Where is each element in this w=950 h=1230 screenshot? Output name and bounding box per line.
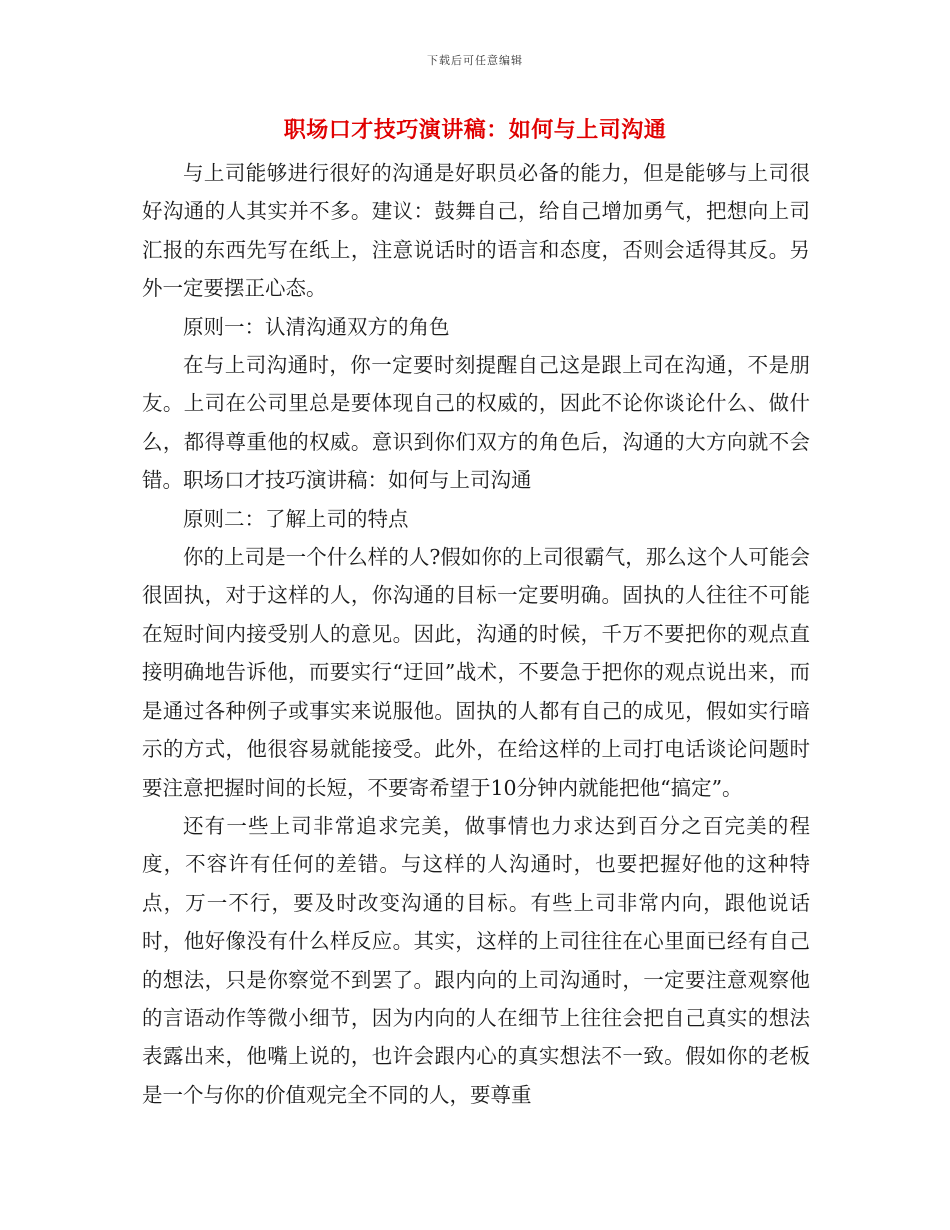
paragraph-principle-one: 在与上司沟通时，你一定要时刻提醒自己这是跟上司在沟通，不是朋友。上司在公司里总是要体现自己的权威的，因此不论你谈论什么、做什么，都得尊重他的权威。意识到你们双方的角色后，沟通的大方向就不会错。职场口才技巧演讲稿：如何与上司沟通 <box>142 353 810 493</box>
paragraph-intro: 与上司能够进行很好的沟通是好职员必备的能力，但是能够与上司很好沟通的人其实并不多。建议：鼓舞自己，给自己增加勇气，把想向上司汇报的东西先写在纸上，注意说话时的语言和态度，否则会适得其反。另外一定要摆正心态。 <box>142 161 810 301</box>
paragraph-perfectionist-boss: 还有一些上司非常追求完美，做事情也力求达到百分之百完美的程度，不容许有任何的差错。与这样的人沟通时，也要把握好他的这种特点，万一不行，要及时改变沟通的目标。有些上司非常内向，跟他说话时，他好像没有什么样反应。其实，这样的上司往往在心里面已经有自己的想法，只是你察觉不到罢了。跟内向的上司沟通时，一定要注意观察他的言语动作等微小细节，因为内向的人在细节上往往会把自己真实的想法表露出来，他嘴上说的，也许会跟内心的真实想法不一致。假如你的老板是一个与你的价值观完全不同的人，要尊重 <box>142 813 810 1107</box>
paragraph-principle-two: 你的上司是一个什么样的人?假如你的上司很霸气，那么这个人可能会很固执，对于这样的人，你沟通的目标一定要明确。固执的人往往不可能在短时间内接受别人的意见。因此，沟通的时候，千万不要把你的观点直接明确地告诉他，而要实行“迂回”战术，不要急于把你的观点说出来，而是通过各种例子或事实来说服他。固执的人都有自己的成见，假如实行暗示的方式，他很容易就能接受。此外，在给这样的上司打电话谈论问题时要注意把握时间的长短，不要寄希望于10分钟内就能把他“搞定”。 <box>142 545 810 800</box>
principle-two-heading: 原则二：了解上司的特点 <box>183 506 409 531</box>
page-header: 下载后可任意编辑 <box>427 54 523 67</box>
document-title: 职场口才技巧演讲稿：如何与上司沟通 <box>283 117 667 143</box>
principle-one-heading: 原则一：认清沟通双方的角色 <box>183 314 450 339</box>
document-body <box>142 154 810 1114</box>
